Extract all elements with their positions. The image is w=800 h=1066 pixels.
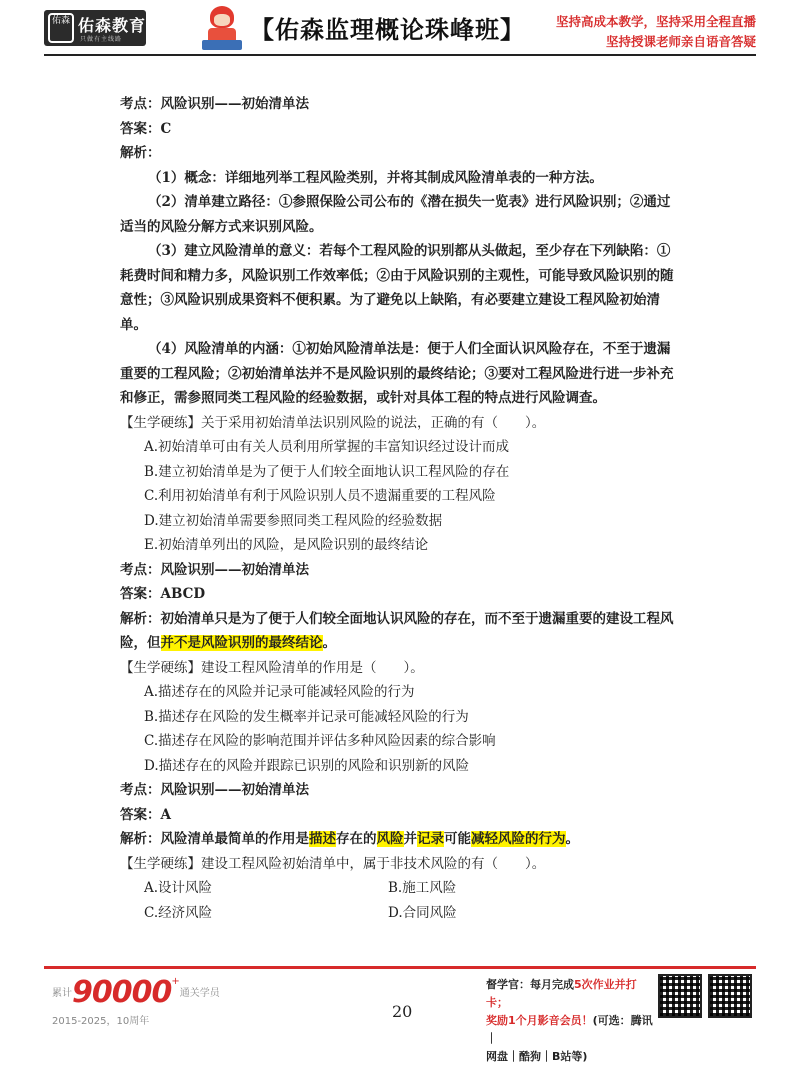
question-3-option: D.合同风险 xyxy=(388,904,457,921)
analysis-label: 解析： xyxy=(120,145,161,161)
question-2-answer: 答案：A xyxy=(120,806,171,823)
promo-text: 督学官：每月完成5次作业并打卡； 奖励1个月影音会员！(可选：腾讯｜ 网盘｜酷狗｜B站等) xyxy=(486,978,653,1063)
footer-divider xyxy=(44,966,756,969)
highlight: 减轻风险的行为 xyxy=(471,831,566,847)
answer: 答案：C xyxy=(120,120,172,137)
question-2-option: A.描述存在的风险并记录可能减轻风险的行为 xyxy=(144,684,415,700)
question-2-point: 考点：风险识别——初始清单法 xyxy=(120,782,309,798)
question-3-options-row xyxy=(120,876,680,901)
brand-name: 佑森教育 xyxy=(78,16,147,35)
slogan-2: 坚持授课老师亲自语音答疑 xyxy=(605,34,756,49)
document-body xyxy=(120,92,680,925)
brand-logo xyxy=(44,10,146,46)
question-2-option: C.描述存在风险的影响范围并评估多种风险因素的综合影响 xyxy=(144,733,496,749)
question-3-option: B.施工风险 xyxy=(388,880,457,896)
question-1-option: C.利用初始清单有利于风险识别人员不遗漏重要的工程风险 xyxy=(144,488,496,504)
logo-mark: 佑森 xyxy=(48,13,74,43)
question-1-option: E.初始清单列出的风险，是风险识别的最终结论 xyxy=(144,537,429,553)
question-1-analysis: 解析：初始清单只是为了便于人们较全面地认识风险的存在，而不至于遗漏重要的建设工程风险，但并不是风险识别的最终结论。 xyxy=(120,610,674,651)
header-divider xyxy=(44,54,756,56)
analysis-point-1: （1）概念：详细地列举工程风险类别，并将其制成风险清单表的一种方法。 xyxy=(148,169,603,186)
highlight: 描述 xyxy=(309,831,336,847)
analysis-point-2: （2）清单建立路径：①参照保险公司公布的《潜在损失一览表》进行风险识别；②通过适当的风险分解方式来识别风险。 xyxy=(120,194,671,235)
question-2: 【生学硬练】建设工程风险清单的作用是（ ）。 xyxy=(120,659,424,676)
qr-code-icon xyxy=(708,974,752,1018)
question-3-options-row xyxy=(120,901,680,926)
question-2-analysis: 解析：风险清单最简单的作用是描述存在的风险并记录可能减轻风险的行为。 xyxy=(120,831,579,847)
question-3: 【生学硬练】建设工程风险初始清单中，属于非技术风险的有（ ）。 xyxy=(120,855,546,872)
page-header xyxy=(0,0,800,58)
student-count: 累计90000+通关学员 xyxy=(52,975,220,1010)
question-1-option: A.初始清单可由有关人员利用所掌握的丰富知识经过设计而成 xyxy=(144,439,510,455)
question-1-point: 考点：风险识别——初始清单法 xyxy=(120,561,309,578)
page-title: 【佑森监理概论珠峰班】 xyxy=(250,16,525,44)
highlight: 并不是风险识别的最终结论 xyxy=(160,635,323,651)
question-1-option: B.建立初始清单是为了便于人们较全面地认识工程风险的存在 xyxy=(144,463,510,480)
question-1: 【生学硬练】关于采用初始清单法识别风险的说法，正确的有（ ）。 xyxy=(120,414,546,431)
exam-point: 考点：风险识别——初始清单法 xyxy=(120,96,309,112)
question-1-option: D.建立初始清单需要参照同类工程风险的经验数据 xyxy=(144,512,443,529)
qr-code-icon xyxy=(658,974,702,1018)
mascot-icon xyxy=(202,6,242,52)
question-1-answer: 答案：ABCD xyxy=(120,586,206,602)
question-2-option: B.描述存在风险的发生概率并记录可能减轻风险的行为 xyxy=(144,708,469,725)
page-number: 20 xyxy=(392,1002,413,1021)
highlight: 风险 xyxy=(376,831,404,847)
analysis-point-3: （3）建立风险清单的意义：若每个工程风险的识别都从头做起，至少存在下列缺陷：①耗费时间和精力多，风险识别工作效率低；②由于风险识别的主观性，可能导致风险识别的随意性；③风险识别成果资料不便积累。为了避免以上缺陷，有必要建立建设工程风险初始清单。 xyxy=(120,243,674,333)
brand-sub: 只做有主线路 xyxy=(80,36,123,43)
question-3-option: A.设计风险 xyxy=(144,880,213,896)
question-3-option: C.经济风险 xyxy=(144,904,213,921)
analysis-point-4: （4）风险清单的内涵：①初始风险清单法是：便于人们全面认识风险存在，不至于遗漏重要的工程风险；②初始清单法并不是风险识别的最终结论；③要对工程风险进行进一步补充和修正，需参照同类工程风险的经验数据，或针对具体工程的特点进行风险调查。 xyxy=(120,341,674,406)
anniversary: 2015-2025，10周年 xyxy=(52,1016,150,1027)
highlight: 记录 xyxy=(417,831,444,847)
question-2-option: D.描述存在的风险并跟踪已识别的风险和识别新的风险 xyxy=(144,757,470,774)
slogan-1: 坚持高成本教学，坚持采用全程直播 xyxy=(555,14,756,29)
